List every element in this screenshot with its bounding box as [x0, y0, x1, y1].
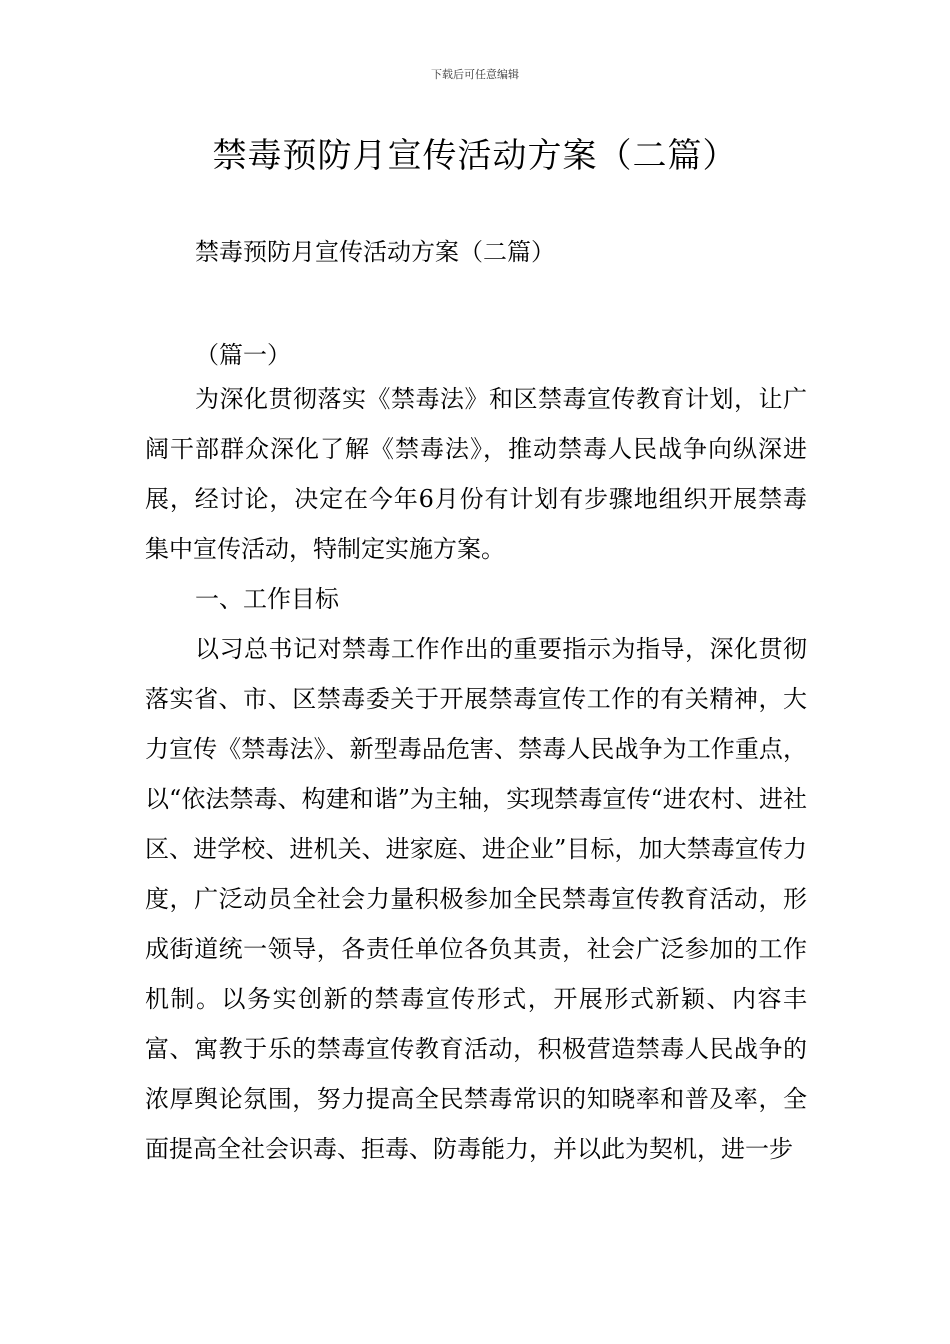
document-subtitle: 禁毒预防月宣传活动方案（二篇）	[195, 238, 555, 266]
heading-work-goals: 一、工作目标	[195, 585, 339, 613]
page-header-note: 下载后可任意编辑	[431, 68, 519, 81]
paragraph-work-goals: 以习总书记对禁毒工作作出的重要指示为指导，深化贯彻落实省、市、区禁毒委关于开展禁毒宣传工作的有关精神，大力宣传《禁毒法》、新型毒品危害、禁毒人民战争为工作重点，以“依法禁毒、构建和谐”为主轴，实现禁毒宣传“进农村、进社区、进学校、进机关、进家庭、进企业”目标，加大禁毒宣传力度，广泛动员全社会力量积极参加全民禁毒宣传教育活动，形成街道统一领导，各责任单位各负其责，社会广泛参加的工作机制。以务实创新的禁毒宣传形式，开展形式新颖、内容丰富、寓教于乐的禁毒宣传教育活动，积极营造禁毒人民战争的浓厚舆论氛围，努力提高全民禁毒常识的知晓率和普及率，全面提高全社会识毒、拒毒、防毒能力，并以此为契机，进一步	[145, 635, 807, 1163]
paragraph-intro: 为深化贯彻落实《禁毒法》和区禁毒宣传教育计划，让广阔干部群众深化了解《禁毒法》，推动禁毒人民战争向纵深进展，经讨论，决定在今年6月份有计划有步骤地组织开展禁毒集中宣传活动，特制定实施方案。	[145, 385, 807, 563]
section-label: （篇一）	[195, 341, 291, 369]
document-body	[145, 374, 807, 1174]
document-title: 禁毒预防月宣传活动方案（二篇）	[212, 136, 738, 176]
